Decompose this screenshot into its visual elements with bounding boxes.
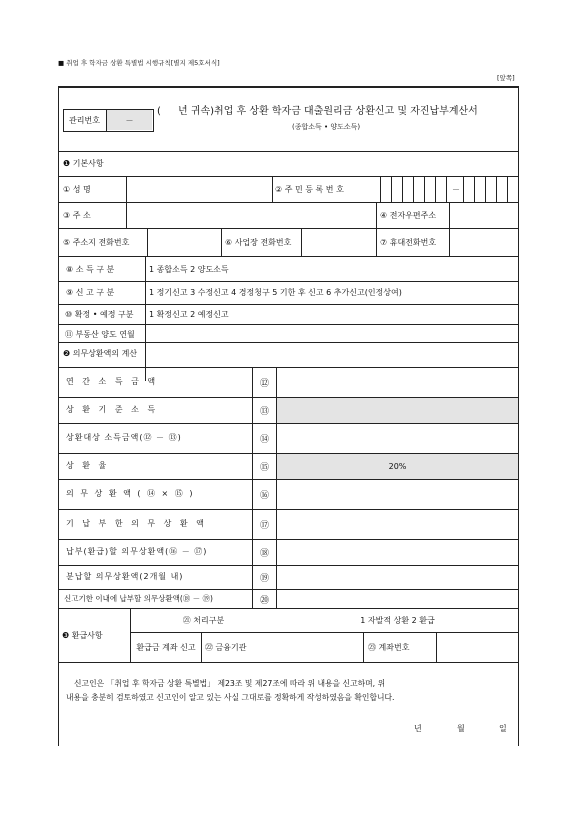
already-paid-label: 기 납 부 한 의 무 상 환 액	[66, 519, 207, 528]
declaration-line-2: 내용을 충분히 검토하였고 신고인이 알고 있는 사실 그대로를 정확하게 작성하였음을 확인합니다.	[66, 693, 395, 702]
address-label: ③ 주 소	[63, 211, 91, 220]
transfer-date-field[interactable]	[146, 325, 518, 342]
installment-value[interactable]	[277, 566, 518, 589]
section-2-heading: ❷ 의무상환액의 계산	[63, 349, 138, 358]
row-18-number: ⑱	[259, 549, 269, 559]
address-field[interactable]	[127, 203, 376, 227]
due-payment-label: 신고기한 이내에 납부할 의무상환액(⑱ － ⑲)	[64, 594, 213, 603]
bank-field[interactable]	[277, 633, 363, 662]
repayment-threshold-value	[277, 398, 518, 423]
income-type-options[interactable]: 1 종합소득 2 양도소득	[149, 265, 229, 274]
row-13-number: ⑬	[259, 407, 269, 417]
annual-income-label: 연 간 소 득 금 액	[66, 377, 159, 386]
row-20-number: ⑳	[259, 595, 269, 606]
row-16-number: ⑯	[259, 491, 269, 501]
repayment-threshold-label: 상 환 기 준 소 득	[66, 405, 159, 414]
processing-type-label: ㉑ 처리구분	[182, 616, 225, 625]
date-year-label: 년	[414, 724, 422, 733]
confirm-type-label: ⑩ 확정 • 예정 구분	[65, 310, 134, 319]
annual-income-value[interactable]	[277, 368, 518, 397]
target-income-value[interactable]	[277, 424, 518, 453]
repayment-rate-value: 20%	[388, 462, 407, 471]
account-number-field[interactable]	[437, 633, 518, 662]
work-phone-label: ⑥ 사업장 전화번호	[225, 238, 292, 247]
row-15-number: ⑮	[259, 463, 269, 473]
rrn-field[interactable]	[381, 177, 518, 201]
date-month-label: 월	[457, 724, 465, 733]
form-subtitle: (종합소득 • 양도소득)	[292, 123, 361, 131]
legal-basis-text: ■ 취업 후 학자금 상환 특별법 시행규칙[별지 제5호서식]	[58, 59, 220, 67]
declaration-line-1: 신고인은 「취업 후 학자금 상환 특별법」 제23조 및 제27조에 따라 위 내용을 신고하며, 위	[74, 679, 386, 688]
email-field[interactable]	[450, 203, 518, 227]
payable-refund-label: 납부(환급)할 의무상환액(⑯ － ⑰)	[66, 547, 208, 556]
home-phone-field[interactable]	[148, 229, 221, 255]
payable-refund-value[interactable]	[277, 540, 518, 565]
form-title: 년 귀속)취업 후 상환 학자금 대출원리금 상환신고 및 자진납부계산서	[178, 106, 478, 117]
work-phone-field[interactable]	[302, 229, 376, 255]
report-type-options[interactable]: 1 정기신고 3 수정신고 4 경정청구 5 기한 후 신고 6 추가신고(인정상여)	[149, 288, 402, 297]
row-19-number: ⑲	[259, 574, 269, 584]
installment-label: 분납할 의무상환액(2개월 내)	[66, 572, 184, 581]
obligatory-repayment-value[interactable]	[277, 480, 518, 509]
email-label: ④ 전자우편주소	[380, 211, 437, 220]
report-type-label: ⑨ 신 고 구 분	[66, 288, 115, 297]
target-income-label: 상환대상 소득금액(⑫ － ⑬)	[66, 433, 182, 442]
name-label: ① 성 명	[63, 185, 91, 194]
section-1-heading: ❶ 기본사항	[63, 159, 104, 168]
row-17-number: ⑰	[259, 521, 269, 531]
processing-type-options[interactable]: 1 자발적 상환 2 환급	[360, 616, 435, 625]
rrn-label: ② 주 민 등 록 번 호	[275, 185, 344, 194]
title-prefix: (	[157, 106, 161, 117]
section-3-heading: ❸ 환급사항	[62, 631, 103, 640]
management-number-value: －	[125, 115, 134, 125]
management-number-label: 관리번호	[69, 115, 100, 125]
row-14-number: ⑭	[259, 435, 269, 445]
already-paid-value[interactable]	[277, 510, 518, 539]
confirm-type-options[interactable]: 1 확정신고 2 예정신고	[149, 310, 229, 319]
account-number-label: ㉓ 계좌번호	[368, 643, 410, 652]
bank-label: ㉒ 금융기관	[205, 643, 247, 652]
transfer-date-label: ⑪ 부동산 양도 연월	[65, 330, 135, 339]
home-phone-label: ⑤ 주소지 전화번호	[63, 238, 130, 247]
refund-account-label: 환급금 계좌 신고	[136, 642, 196, 652]
date-day-label: 일	[499, 724, 507, 733]
mobile-field[interactable]	[450, 229, 518, 255]
row-12-number: ⑫	[259, 379, 269, 389]
obligatory-repayment-label: 의 무 상 환 액 ( ⑭ × ⑮ )	[66, 489, 195, 498]
income-type-label: ⑧ 소 득 구 분	[66, 265, 115, 274]
page-side-label: [앞쪽]	[497, 74, 515, 82]
repayment-rate-label: 상 환 율	[66, 461, 110, 470]
name-field[interactable]	[127, 177, 272, 201]
mobile-label: ⑦ 휴대전화번호	[380, 238, 437, 247]
rrn-dash: －	[452, 185, 460, 194]
due-payment-value[interactable]	[277, 590, 518, 608]
